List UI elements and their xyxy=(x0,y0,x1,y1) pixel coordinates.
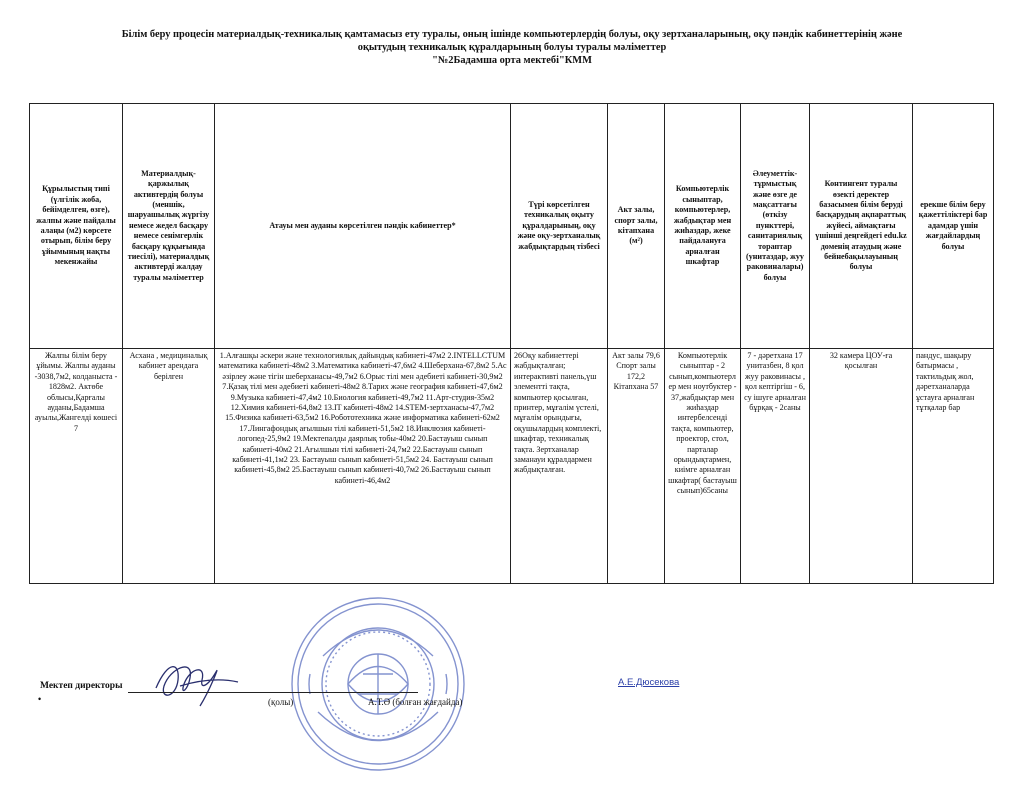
table-header-row xyxy=(30,104,994,349)
signature-line xyxy=(128,692,418,693)
header-social: Әлеуметтік-тұрмыстық және өзге де мақсаттағы (өткізу пункттері, санитариялық тораптар (унитаздар, жуу раковиналары) болуы xyxy=(741,104,810,349)
sign-label: (қолы) xyxy=(268,697,294,707)
official-stamp-icon xyxy=(288,594,468,774)
table-row xyxy=(30,349,994,584)
header-equipment: Түрі көрсетілген техникалық оқыту құралдарының, оқу және оқу-зертханалық жабдықтардың тізбесі xyxy=(511,104,608,349)
header-address: Құрылыстың типі (үлгілік жоба, бейімделген, өзге), жалпы және пайдалы алаңы (м2) көрсете отырып, білім беру ұйымының нақты мекенжайы xyxy=(30,104,123,349)
title-line-1: Білім беру процесін материалдық-техникалық қамтамасыз ету туралы, оның ішінде компьютерлердің болуы, оқу зертханаларының, оқу пәндік кабинеттерінің және xyxy=(121,29,903,40)
title-line-2: оқытудың техникалық құралдарының болуы туралы мәліметтер xyxy=(357,42,667,53)
cell-address: Жалпы білім беру ұйымы. Жалпы ауданы -3038,7м2, колданыста - 1828м2. Актөбе облысы,Қарғалы ауданы,Бадамша ауылы,Жангелді көшесі 7 xyxy=(30,349,123,584)
cell-cabinets: 1.Алғашқы әскери және технологиялық дайындық кабинеті-47м2 2.INTELLCTUM математика кабинеті-48м2 3.Математика кабинеті-47,6м2 4.Шеберхана-67,8м2 5.Ас әзірлеу және тігін шеберханасы-49,7м2 6.Орыс тілі мен әдебиеті кабинеті-30,9м2 7.Қазақ тілі мен әдебиеті кабинеті-48м2 8.Тарих және география кабинеті-47,6м2 9.Музыка кабинеті-47,4м2 10.Биология кабинеті-49,7м2 11.Арт-студия-35м2 12.Химия кабинеті-64,8м2 13.IT кабинеті-48м2 14.STEM-зертханасы-47,7м2 15.Физика кабинеті-63,5м2 16.Робототехника және информатика кабинеті-62м2 17.Лингафондық ағылшын тілі кабинеті-51,5м2 18.Инклюзия кабинеті-логопед-25,9м2 19.Мектепалды даярлық тобы-40м2 20.Бастауыш сынып кабинеті-40м2 21.Ағылшын тілі кабинеті-24,7м2 22.Бастауыш сынып кабинеті-41,1м2 23. Бастауыш сынып кабинеті-51,5м2 24. Бастауыш сынып кабинеті-45,8м2 25.Бастауыш сынып кабинеті-40,7м2 26.Бастауыш сынып кабинеті-46,4м2 xyxy=(215,349,511,584)
cell-halls: Акт залы 79,6 Спорт залы 172,2 Кітапхана 57 xyxy=(608,349,665,584)
title-line-3: "№2Бадамша орта мектебі"КММ xyxy=(432,55,592,66)
cell-assets: Асхана , медициналық кабинет арендаға берілген xyxy=(123,349,215,584)
header-contingent: Контингент туралы өзекті деректер базасымен білім беруді басқарудың ақпараттық жүйесі, аймақтағы үшінші деңгейдегі edu.kz доменің атаудың және бейнебақылауының болуы xyxy=(810,104,913,349)
cell-equipment: 26Оқу кабинеттері жабдықталған; интерактивті панель,үш элементті тақта, компьютер қосылған, принтер, мұғалім үстелі, мұғалім орындығы, оқушылардың комплекті, шкафтар, техникалық тақта. Зертханалар заманауи құралдармен жабдықталған. xyxy=(511,349,608,584)
fio-label: А.Т.Ә (болған жағдайда) xyxy=(368,697,463,707)
cell-computers: Компьютерлік сыныптар - 2 сынып,компьютерлер мен ноутбуктер - 37,жабдықтар мен жиһаздар интербелсенді тақта, компьютер, проектор, стол, парталар орындықтармен, киімге арналған шкафтар( бастауыш сынып)65саны xyxy=(665,349,741,584)
director-name: А.Е.Дюсекова xyxy=(618,677,680,688)
document-title xyxy=(40,28,984,67)
cell-social: 7 - дәретхана 17 унитазбен, 8 қол жуу раковинасы , қол кептіргіш - 6, су ішуге арналған бұрқақ - 2саны xyxy=(741,349,810,584)
header-special-needs: ерекше білім беру қажеттіліктері бар адамдар үшін жағдайлардың болуы xyxy=(913,104,994,349)
signature-icon xyxy=(150,650,240,710)
bullet-mark: • xyxy=(38,694,42,704)
material-base-table xyxy=(29,103,994,584)
header-assets: Материалдық-қаржылық активтердің болуы (меншік, шаруашылық жүргізу немесе жедел басқару немесе сенімгерлік басқару құқығында тиесілі), материалдық активтерді жалдау туралы мәліметтер xyxy=(123,104,215,349)
cell-contingent: 32 камера ЦОУ-ға қосылған xyxy=(810,349,913,584)
director-label: Мектеп директоры xyxy=(40,681,123,691)
header-computers: Компьютерлік сыныптар, компьютерлер, жабдықтар мен жиһаздар, жеке пайдалануға арналған шкафтар xyxy=(665,104,741,349)
header-cabinets: Атауы мен ауданы көрсетілген пәндік кабинеттер* xyxy=(215,104,511,349)
header-halls: Акт залы, спорт залы, кітапхана (м²) xyxy=(608,104,665,349)
cell-special-needs: пандус, шақыру батырмасы , тактильдық жол, дәретханаларда ұстауға арналған тұтқалар бар xyxy=(913,349,994,584)
